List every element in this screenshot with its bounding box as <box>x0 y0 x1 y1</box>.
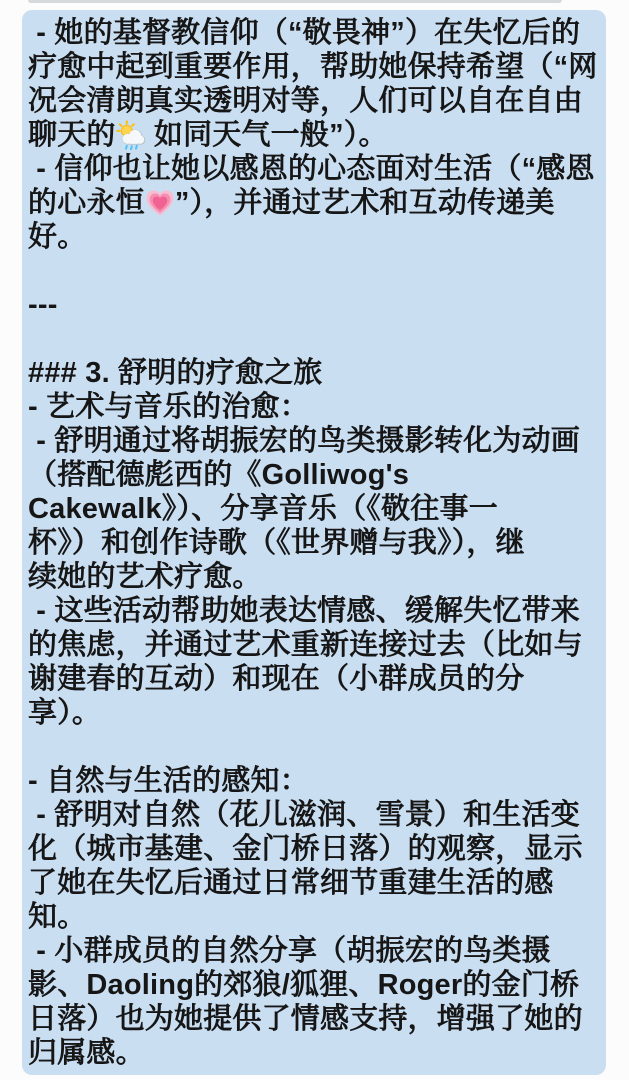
message-line: 好。 <box>28 221 87 253</box>
message-line: 谢建春的互动）和现在（小群成员的分 <box>28 663 525 695</box>
message-line: Cakewalk》）、分享音乐（《敬往事一 <box>28 493 498 525</box>
previous-bubble-edge <box>28 0 562 3</box>
message-line: - 舒明对自然（花儿滋润、雪景）和生活变 <box>28 799 580 831</box>
message-line: - 她的基督教信仰（“敬畏神”）在失忆后的 <box>28 17 581 49</box>
message-text <box>28 16 602 1070</box>
message-line: 化（城市基建、金门桥日落）的观察，显示 <box>28 833 583 865</box>
message-line <box>28 730 602 764</box>
message-line <box>28 322 602 356</box>
message-line: --- <box>28 289 58 321</box>
message-line: 知。 <box>28 901 87 933</box>
sun-behind-rain-cloud-emoji <box>116 120 146 150</box>
message-line: （搭配德彪西的《Golliwog's <box>28 459 410 491</box>
message-line: 归属感。 <box>28 1037 145 1069</box>
message-line: - 舒明通过将胡振宏的鸟类摄影转化为动画 <box>28 425 580 457</box>
message-line: - 小群成员的自然分享（胡振宏的鸟类摄 <box>28 935 551 967</box>
message-line: 的心永恒 ”），并通过艺术和互动传递美 <box>28 187 555 219</box>
message-line: 况会清朗真实透明对等，人们可以自在自由 <box>28 85 583 117</box>
message-line: ### 3. 舒明的疗愈之旅 <box>28 357 323 389</box>
message-line: - 艺术与音乐的治愈： <box>28 391 309 423</box>
message-line: 杯》）和创作诗歌（《世界赠与我》），继 <box>28 527 525 559</box>
growing-heart-emoji <box>145 188 175 218</box>
message-line: 了她在失忆后通过日常细节重建生活的感 <box>28 867 554 899</box>
message-line: 日落）也为她提供了情感支持，增强了她的 <box>28 1003 583 1035</box>
message-bubble[interactable] <box>22 10 606 1075</box>
message-line: - 自然与生活的感知： <box>28 765 309 797</box>
message-line: 聊天的 如同天气一般”）。 <box>28 119 388 151</box>
message-line: - 信仰也让她以感恩的心态面对生活（“感恩 <box>28 153 595 185</box>
message-line: 疗愈中起到重要作用，帮助她保持希望（“网 <box>28 51 598 83</box>
message-line: 续她的艺术疗愈。 <box>28 561 262 593</box>
message-line: 享）。 <box>28 697 102 729</box>
message-line <box>28 254 602 288</box>
message-line: 的焦虑，并通过艺术重新连接过去（比如与 <box>28 629 583 661</box>
message-line: - 这些活动帮助她表达情感、缓解失忆带来 <box>28 595 580 627</box>
message-line: 影、Daoling的郊狼/狐狸、Roger的金门桥 <box>28 969 580 1001</box>
